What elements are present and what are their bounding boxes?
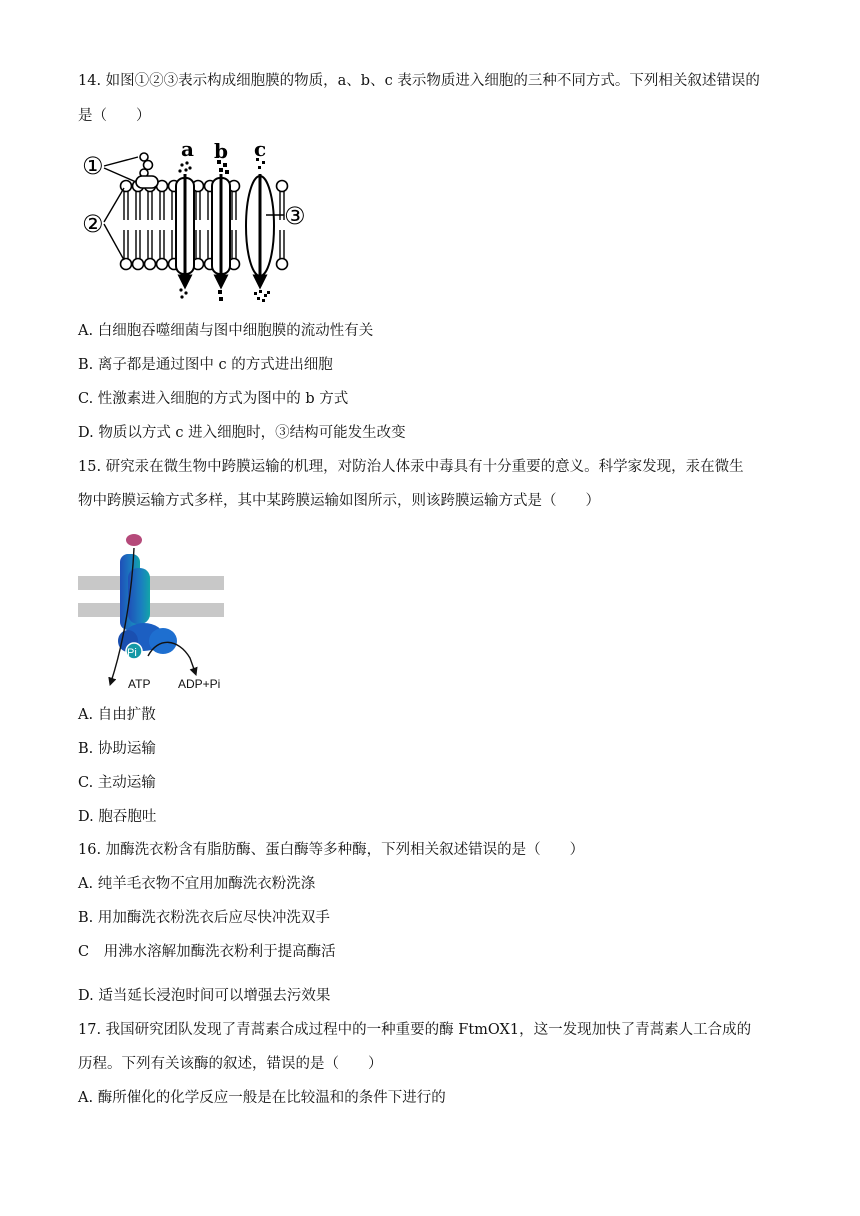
q15-option-d: D. 胞吞胞吐: [78, 809, 157, 825]
membrane-band-top: [78, 576, 224, 590]
q14-option-c: C. 性激素进入细胞的方式为图中的 b 方式: [78, 391, 349, 407]
phospholipid-head: [157, 259, 168, 270]
label-b: b: [214, 140, 228, 163]
q15-option-b: B. 协助运输: [78, 741, 156, 757]
q17-stem-line2: 历程。下列有关该酶的叙述，错误的是（ ）: [78, 1056, 383, 1072]
label-circle-3: ③: [284, 202, 306, 230]
q14-option-b: B. 离子都是通过图中 c 的方式进出细胞: [78, 357, 333, 373]
phospholipid-head: [145, 259, 156, 270]
q16-option-c: C 用沸水溶解加酶洗衣粉利于提高酶活: [78, 944, 336, 960]
q16-option-b: B. 用加酶洗衣粉洗衣后应尽快冲洗双手: [78, 910, 330, 926]
phospholipid-head: [121, 259, 132, 270]
phospholipid-head: [277, 259, 288, 270]
label-adp-pi: ADP+Pi: [178, 677, 221, 691]
label-c: c: [254, 140, 267, 161]
q15-stem-line1: 15. 研究汞在微生物中跨膜运输的机理，对防治人体汞中毒具有十分重要的意义。科学家发现，汞在微生: [78, 459, 744, 475]
glycoprotein-1: [136, 153, 158, 188]
q17-option-a: A. 酶所催化的化学反应一般是在比较温和的条件下进行的: [78, 1090, 446, 1106]
phospholipid-head: [133, 259, 144, 270]
q15-stem-line2: 物中跨膜运输方式多样，其中某跨膜运输如图所示，则该跨膜运输方式是（ ）: [78, 493, 600, 509]
q16-stem: 16. 加酶洗衣粉含有脂肪酶、蛋白酶等多种酶，下列相关叙述错误的是（ ）: [78, 842, 585, 858]
membrane-band-bottom: [78, 603, 224, 617]
label-a: a: [181, 140, 194, 161]
q15-option-a: A. 自由扩散: [78, 707, 156, 723]
q16-option-d: D. 适当延长浸泡时间可以增强去污效果: [78, 988, 331, 1004]
phospholipid-head: [277, 181, 288, 192]
atp-pump-figure: [78, 532, 224, 692]
q14-stem-line2: 是（ ）: [78, 108, 151, 124]
label-circle-1: ①: [82, 152, 104, 180]
cell-membrane-figure: [78, 140, 328, 305]
label-atp: ATP: [128, 677, 151, 691]
q15-option-c: C. 主动运输: [78, 775, 156, 791]
label-pi: Pi: [127, 647, 137, 659]
q17-stem-line1: 17. 我国研究团队发现了青蒿素合成过程中的一种重要的酶 FtmOX1，这一发现加快了青蒿素人工合成的: [78, 1022, 752, 1038]
q16-option-a: A. 纯羊毛衣物不宜用加酶洗衣粉洗涤: [78, 876, 316, 892]
q14-stem-line1: 14. 如图①②③表示构成细胞膜的物质，a、b、c 表示物质进入细胞的三种不同方式。下列相关叙述错误的: [78, 73, 760, 89]
q14-option-a: A. 白细胞吞噬细菌与图中细胞膜的流动性有关: [78, 323, 374, 339]
mercury-substrate: [126, 534, 142, 546]
label-circle-2: ②: [82, 210, 104, 238]
q14-option-d: D. 物质以方式 c 进入细胞时，③结构可能发生改变: [78, 425, 406, 441]
